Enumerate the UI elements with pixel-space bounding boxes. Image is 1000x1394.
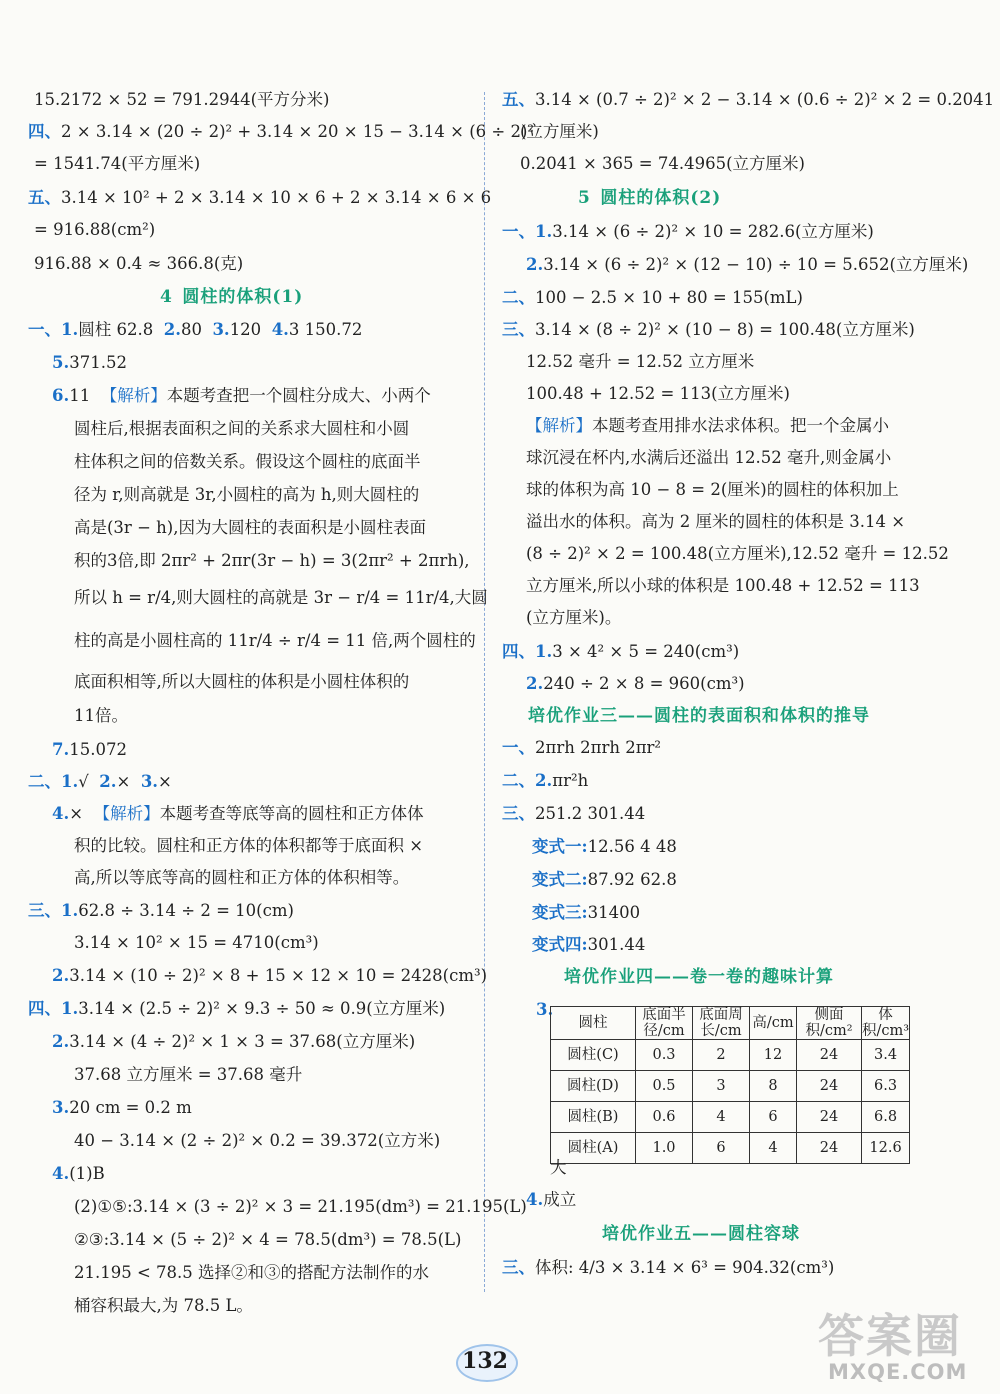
- answer-line: 四、2 × 3.14 × (20 ÷ 2)² + 3.14 × 20 × 15 − 3.14 × (6 ÷ 2)²: [28, 122, 535, 141]
- answer-line: 15.2172 × 52 = 791.2944(平方分米): [34, 90, 330, 109]
- answer-line: 球的体积为高 10 − 8 = 2(厘米)的圆柱的体积加上: [526, 480, 899, 499]
- answer-line: 所以 h = r/4,则大圆柱的高就是 3r − r/4 = 11r/4,大圆: [74, 588, 488, 607]
- answer-line: 四、1.3.14 × (2.5 ÷ 2)² × 9.3 ÷ 50 ≈ 0.9(立方厘米): [28, 999, 446, 1018]
- table-header-cell: 侧面积/cm²: [797, 1007, 862, 1040]
- section-heading: 培优作业五——圆柱容球: [602, 1224, 800, 1244]
- table-header-cell: 底面周长/cm: [693, 1007, 750, 1040]
- table-cell: 0.5: [636, 1071, 693, 1102]
- table-row: [551, 1071, 910, 1102]
- answer-line: 高,所以等底等高的圆柱和正方体的体积相等。: [74, 868, 410, 887]
- table-row: [551, 1102, 910, 1133]
- watermark-logo: [818, 1300, 996, 1392]
- answer-line: 圆柱后,根据表面积之间的关系求大圆柱和小圆: [74, 419, 410, 438]
- question-label: 3.: [536, 1000, 554, 1019]
- answer-line: 4.(1)B: [52, 1164, 105, 1183]
- section-heading: 培优作业三——圆柱的表面积和体积的推导: [528, 706, 870, 726]
- answer-line: 二、2.πr²h: [502, 771, 589, 790]
- table-cell: 圆柱(B): [551, 1102, 636, 1133]
- section-heading: 4 圆柱的体积(1): [160, 287, 304, 307]
- cylinder-table: [550, 1006, 910, 1164]
- table-header-cell: 底面半径/cm: [636, 1007, 693, 1040]
- table-cell: 圆柱(D): [551, 1071, 636, 1102]
- answer-line: 三、1.62.8 ÷ 3.14 ÷ 2 = 10(cm): [28, 901, 294, 920]
- answer-line: 五、3.14 × 10² + 2 × 3.14 × 10 × 6 + 2 × 3.14 × 6 × 6: [28, 188, 492, 207]
- table-cell: 2: [693, 1040, 750, 1071]
- table-row: [551, 1133, 910, 1164]
- page-number-text: 132: [462, 1348, 508, 1374]
- answer-line: (2)①⑤:3.14 × (3 ÷ 2)² × 3 = 21.195(dm³) = 21.195(L): [74, 1197, 527, 1216]
- table-cell: 24: [797, 1040, 862, 1071]
- answer-line: = 916.88(cm²): [34, 220, 156, 239]
- table-cell: 3: [693, 1071, 750, 1102]
- answer-line: 立方厘米,所以小球的体积是 100.48 + 12.52 = 113: [526, 576, 920, 595]
- answer-line: (立方厘米): [520, 122, 599, 141]
- answer-line: 一、2πrh 2πrh 2πr²: [502, 738, 662, 757]
- answer-line: 柱体积之间的倍数关系。假设这个圆柱的底面半: [74, 452, 421, 471]
- table-header-row: [551, 1007, 910, 1040]
- table-cell: 4: [750, 1133, 797, 1164]
- answer-line: 桶容积最大,为 78.5 L。: [74, 1296, 253, 1315]
- answer-line: 三、251.2 301.44: [502, 804, 646, 823]
- answer-line: 变式二:87.92 62.8: [532, 870, 677, 889]
- answer-line: 径为 r,则高就是 3r,小圆柱的高为 h,则大圆柱的: [74, 485, 420, 504]
- answer-line: 积的3倍,即 2πr² + 2πr(3r − h) = 3(2πr² + 2πrh),: [74, 551, 470, 570]
- table-cell: 24: [797, 1071, 862, 1102]
- answer-line: 21.195 < 78.5 选择②和③的搭配方法制作的水: [74, 1263, 430, 1282]
- page-number: [456, 1340, 518, 1380]
- answer-line: 【解析】本题考查用排水法求体积。把一个金属小: [526, 416, 889, 435]
- table-cell: 6: [750, 1102, 797, 1133]
- answer-line: 溢出水的体积。高为 2 厘米的圆柱的体积是 3.14 ×: [526, 512, 906, 531]
- table-header-cell: 体积/cm³: [862, 1007, 910, 1039]
- answer-line: 4.成立: [526, 1190, 577, 1209]
- answer-line: 5.371.52: [52, 353, 127, 372]
- table-cell: 1.0: [636, 1133, 693, 1164]
- answer-line: 11倍。: [74, 706, 128, 725]
- answer-line: 一、1.3.14 × (6 ÷ 2)² × 10 = 282.6(立方厘米): [502, 222, 874, 241]
- answer-line: 三、3.14 × (8 ÷ 2)² × (10 − 8) = 100.48(立方厘米): [502, 320, 915, 339]
- table-cell: 3.4: [862, 1040, 910, 1071]
- answer-line: (立方厘米)。: [526, 608, 622, 627]
- table-cell: 0.3: [636, 1040, 693, 1071]
- answer-line: 6.11 【解析】本题考查把一个圆柱分成大、小两个: [52, 386, 431, 405]
- answer-line: 柱的高是小圆柱高的 11r/4 ÷ r/4 = 11 倍,两个圆柱的: [74, 631, 476, 650]
- answer-line: 四、1.3 × 4² × 5 = 240(cm³): [502, 642, 740, 661]
- answer-line: 37.68 立方厘米 = 37.68 毫升: [74, 1065, 303, 1084]
- answer-line: (8 ÷ 2)² × 2 = 100.48(立方厘米),12.52 毫升 = 12.52: [526, 544, 949, 563]
- answer-line: = 1541.74(平方厘米): [34, 154, 201, 173]
- table-cell: 圆柱(A): [551, 1133, 636, 1164]
- answer-line: 4.× 【解析】本题考查等底等高的圆柱和正方体体: [52, 804, 424, 823]
- table-cell: 0.6: [636, 1102, 693, 1133]
- answer-line: 2.240 ÷ 2 × 8 = 960(cm³): [526, 674, 745, 693]
- answer-line: 3.14 × 10² × 15 = 4710(cm³): [74, 933, 319, 952]
- answer-line: 变式一:12.56 4 48: [532, 837, 677, 856]
- table-cell: 圆柱(C): [551, 1040, 636, 1071]
- column-divider: [484, 92, 485, 1292]
- answer-line: 积的比较。圆柱和正方体的体积都等于底面积 ×: [74, 836, 424, 855]
- answer-line: 0.2041 × 365 = 74.4965(立方厘米): [520, 154, 805, 173]
- answer-line: ②③:3.14 × (5 ÷ 2)² × 4 = 78.5(dm³) = 78.5(L): [74, 1230, 462, 1249]
- watermark-text: 答案圈: [818, 1309, 962, 1363]
- answer-line: 底面积相等,所以大圆柱的体积是小圆柱体积的: [74, 672, 410, 691]
- table-header-cell: 高/cm: [750, 1007, 797, 1040]
- table-cell: 8: [750, 1071, 797, 1102]
- answer-line: 高是(3r − h),因为大圆柱的表面积是小圆柱表面: [74, 518, 426, 537]
- table-cell: 6.8: [862, 1102, 910, 1133]
- answer-line: 五、3.14 × (0.7 ÷ 2)² × 2 − 3.14 × (0.6 ÷ 2)² × 2 = 0.2041: [502, 90, 995, 109]
- table-cell: 4: [693, 1102, 750, 1133]
- table-row: [551, 1040, 910, 1071]
- answer-line: 二、100 − 2.5 × 10 + 80 = 155(mL): [502, 288, 803, 307]
- table-cell: 6.3: [862, 1071, 910, 1102]
- table-cell: 24: [797, 1102, 862, 1133]
- answer-line: 二、1.√ 2.× 3.×: [28, 772, 172, 791]
- answer-line: 100.48 + 12.52 = 113(立方厘米): [526, 384, 790, 403]
- watermark-url: MXQE.COM: [828, 1360, 968, 1384]
- answer-line: 7.15.072: [52, 740, 127, 759]
- answer-line: 变式四:301.44: [532, 935, 646, 954]
- answer-line: 一、1.圆柱 62.8 2.80 3.120 4.3 150.72: [28, 320, 363, 339]
- section-heading: 5 圆柱的体积(2): [578, 188, 722, 208]
- answer-line: 3.20 cm = 0.2 m: [52, 1098, 192, 1117]
- table-cell: 12.6: [862, 1133, 910, 1164]
- answer-line: 12.52 毫升 = 12.52 立方厘米: [526, 352, 755, 371]
- answer-line: 2.3.14 × (6 ÷ 2)² × (12 − 10) ÷ 10 = 5.652(立方厘米): [526, 255, 969, 274]
- answer-line: 三、体积: 4/3 × 3.14 × 6³ = 904.32(cm³): [502, 1258, 835, 1277]
- answer-line: 916.88 × 0.4 ≈ 366.8(克): [34, 254, 244, 273]
- table-cell: 12: [750, 1040, 797, 1071]
- answer-line: 变式三:31400: [532, 903, 641, 922]
- answer-line: 2.3.14 × (4 ÷ 2)² × 1 × 3 = 37.68(立方厘米): [52, 1032, 416, 1051]
- answer-line: 40 − 3.14 × (2 ÷ 2)² × 0.2 = 39.372(立方米): [74, 1131, 441, 1150]
- answer-line: 大: [550, 1158, 567, 1177]
- answer-line: 2.3.14 × (10 ÷ 2)² × 8 + 15 × 12 × 10 = 2428(cm³): [52, 966, 488, 985]
- table-header-cell: 圆柱: [551, 1007, 636, 1040]
- table-cell: 6: [693, 1133, 750, 1164]
- section-heading: 培优作业四——卷一卷的趣味计算: [564, 967, 834, 987]
- answer-line: 球沉浸在杯内,水满后还溢出 12.52 毫升,则金属小: [526, 448, 892, 467]
- table-cell: 24: [797, 1133, 862, 1164]
